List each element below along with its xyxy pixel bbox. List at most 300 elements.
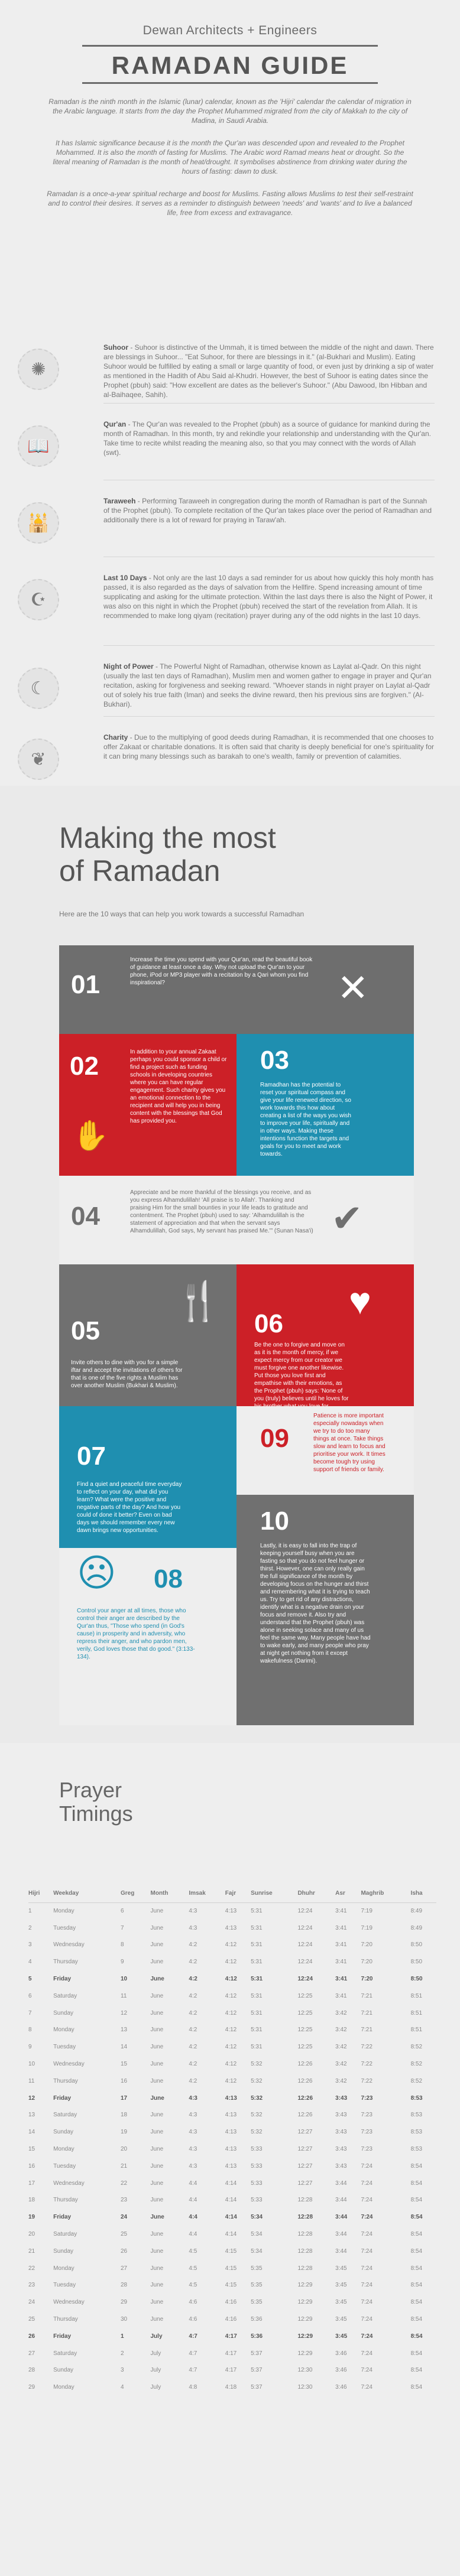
- column-header: Asr: [335, 1885, 361, 1902]
- table-cell: 12:24: [297, 1924, 313, 1931]
- table-cell: June: [150, 2282, 164, 2289]
- table-cell: 8:54: [410, 2265, 423, 2272]
- tip-number: 08: [154, 1565, 183, 1593]
- table-cell: Tuesday: [53, 2162, 76, 2170]
- table-cell: 8: [28, 2027, 32, 2034]
- table-cell: 3:41: [335, 1992, 347, 1999]
- table-cell: 25: [121, 2231, 128, 2238]
- table-cell: 7:24: [361, 2231, 372, 2238]
- table-cell: Wednesday: [53, 2180, 85, 2187]
- table-cell: 4:3: [189, 2129, 197, 2136]
- making-title-line: of Ramadan: [59, 854, 221, 887]
- term-text: [103, 662, 435, 709]
- table-cell: 4:13: [225, 2112, 237, 2119]
- table-cell: June: [150, 2162, 164, 2170]
- table-cell: 5: [28, 1976, 32, 1983]
- table-cell: 7:22: [361, 2061, 372, 2068]
- table-cell: 24: [121, 2214, 128, 2221]
- table-cell: 5:34: [251, 2248, 263, 2255]
- table-cell: 12:24: [297, 1976, 313, 1983]
- tip-text: Increase the time you spend with your Qur'an, read the beautiful book of guidance at least once a day. Why not upload the Qur'an to your phone, iPod or MP3 player with a recitation by a Qari whom you find inspirational?: [130, 957, 313, 986]
- table-cell: 14: [28, 2129, 35, 2136]
- table-cell: July: [150, 2367, 161, 2374]
- table-cell: 6: [121, 1908, 124, 1915]
- table-cell: Wednesday: [53, 2061, 85, 2068]
- table-cell: 8:54: [410, 2248, 423, 2255]
- table-cell: Friday: [53, 2094, 72, 2102]
- table-cell: 12: [121, 2009, 128, 2016]
- table-cell: 11: [28, 2077, 35, 2084]
- table-cell: 4:2: [189, 2077, 197, 2084]
- tip-text: Find a quiet and peaceful time everyday to reflect on your day, what did you learn? What were the positive and negative parts of the day? And how you could of done it better? Even on bad days we should remember every new dawn brings new opportunities.: [77, 1481, 182, 1534]
- table-cell: 7:20: [361, 1976, 373, 1983]
- table-cell: 3:43: [335, 2094, 348, 2102]
- table-cell: 4:15: [225, 2265, 237, 2272]
- table-cell: 5:32: [251, 2061, 263, 2068]
- brand-name: Dewan Architects + Engineers: [142, 24, 318, 37]
- table-cell: 4:13: [225, 1924, 237, 1931]
- table-cell: 5:35: [251, 2265, 263, 2272]
- last-ten-days-icon: [18, 579, 59, 620]
- intro-paragraph: Ramadan is the ninth month in the Islamic (lunar) calendar, known as the 'Hijri' calendar the calendar of migration in the Arabic language. It starts from the day the Prophet Muhammed migrated from the city of Makkah to the city of Madina, in Saudi Arabia.: [48, 97, 412, 125]
- term-description: - The Qur'an was revealed to the Prophet (pbuh) as a source of guidance for mankind during the month of Ramadhan. In this month, try and rekindle your relationship and understanding with the Qur'an. Take time to recite whilst reading the meaning also, so that you may connect with the words of Allah (swt).: [103, 420, 431, 457]
- tip-text: Appreciate and be more thankful of the blessings you receive, and as you express Alhamdulillah! 'All praise is to Allah'. Thanking and praising Him for the small bounties in your life leads to gratitude and contentment. The Prophet (pbuh) used to say: 'Alhamdulillah is the statement of appreciation and that when the servant says Alhamdulillah, God says, My servant has praised Me.'" (Sunan Nasa'i): [130, 1189, 313, 1234]
- making-subtitle: Here are the 10 ways that can help you work towards a successful Ramadhan: [59, 910, 304, 918]
- table-cell: 8:54: [410, 2316, 423, 2323]
- column-header: Hijri: [28, 1885, 53, 1902]
- tip-number: 06: [254, 1309, 283, 1338]
- table-row: [28, 2090, 436, 2107]
- taraweeh-icon: [18, 502, 59, 544]
- giving-hand-icon: ✋: [72, 1119, 109, 1152]
- table-cell: Saturday: [53, 2350, 77, 2357]
- table-cell: 3:43: [335, 2129, 347, 2136]
- tip-10: [237, 1495, 414, 1725]
- table-cell: 23: [28, 2282, 35, 2289]
- table-cell: 7:19: [361, 1924, 372, 1931]
- term-text: [103, 343, 435, 399]
- table-cell: 4:12: [225, 2061, 237, 2068]
- table-row: [28, 2379, 436, 2396]
- table-cell: 3:42: [335, 2027, 347, 2034]
- night-of-power-icon: [18, 668, 59, 709]
- table-cell: June: [150, 2299, 164, 2306]
- table-cell: 12:28: [297, 2231, 313, 2238]
- table-row: [28, 2192, 436, 2209]
- tip-text: In addition to your annual Zakaat perhaps you could sponsor a child or find a project such as funding schools in developing countries where you can have regular engagement. Such charity gives you an emotional connection to the recipient and will help you in being content with the blessings that God has provided you.: [130, 1049, 227, 1124]
- table-cell: Wednesday: [53, 1941, 85, 1949]
- term-description: - Not only are the last 10 days a sad reminder for us about how quickly this holy month has passed, it is also regarded as the days of salvation from the Hellfire. Spend increasing amount of time supplicating and asking for the ultimate protection. Within the last days there is also the Night of Power, it was also on this night in which the Prophet (pbuh) received the start of the revelation from Allah. It is recommended to make long qiyam (recitation) prayer during any of the odd nights in the last 10 days.: [103, 574, 434, 620]
- table-cell: 4:4: [189, 2231, 197, 2238]
- table-cell: 7:24: [361, 2214, 373, 2221]
- table-cell: 15: [121, 2061, 128, 2068]
- table-cell: July: [150, 2350, 161, 2357]
- table-cell: 25: [28, 2316, 35, 2323]
- table-cell: 21: [121, 2162, 128, 2170]
- table-cell: June: [150, 1941, 164, 1949]
- table-cell: 5:37: [251, 2384, 263, 2391]
- table-cell: 12:25: [297, 1992, 313, 1999]
- table-row: [28, 2055, 436, 2073]
- term-name: Last 10 Days: [103, 574, 147, 582]
- table-cell: Sunday: [53, 2009, 74, 2016]
- table-row: [28, 2141, 436, 2158]
- table-cell: 7:24: [361, 2282, 372, 2289]
- term-text: [103, 419, 435, 457]
- table-row: [28, 2158, 436, 2175]
- table-cell: 7:22: [361, 2077, 372, 2084]
- table-row: [28, 2277, 436, 2294]
- table-cell: 4:12: [225, 1992, 237, 1999]
- page-title: RAMADAN GUIDE: [82, 45, 378, 84]
- table-row: [28, 1902, 436, 1920]
- table-cell: 4:4: [189, 2197, 197, 2204]
- table-cell: 17: [121, 2094, 128, 2102]
- table-cell: 5:33: [251, 2197, 263, 2204]
- table-cell: 7:24: [361, 2248, 372, 2255]
- table-cell: 3:42: [335, 2044, 347, 2051]
- table-cell: 12:29: [297, 2316, 313, 2323]
- table-cell: 11: [121, 1992, 127, 1999]
- table-cell: Saturday: [53, 2231, 77, 2238]
- table-cell: June: [150, 2112, 164, 2119]
- table-cell: 5:31: [251, 1976, 263, 1983]
- table-cell: 12:27: [297, 2180, 313, 2187]
- table-cell: June: [150, 2197, 164, 2204]
- table-cell: 4:3: [189, 2112, 197, 2119]
- quran-icon: [18, 425, 59, 467]
- table-cell: 7:23: [361, 2146, 372, 2153]
- table-cell: 12:30: [297, 2367, 313, 2374]
- table-cell: 18: [121, 2112, 128, 2119]
- table-cell: June: [150, 2231, 164, 2238]
- table-cell: 3:41: [335, 1941, 347, 1949]
- table-row: [28, 2209, 436, 2226]
- table-cell: 4:7: [189, 2367, 197, 2374]
- prayer-title-line: Prayer: [59, 1778, 122, 1802]
- column-header: Sunrise: [251, 1885, 297, 1902]
- tip-text: Lastly, it is easy to fall into the trap of keeping yourself busy when you are fasting so that you do not feel hunger or thirst. However, one can only really gain the full significance of the month by developing focus on the hunger and thirst and remembering what it is trying to teach us. Try to get rid of any distractions, identify what is a negative drain on your focus and remove it. Also try and understand that the Prophet (pbuh) was alone in seeking solace and many of us feel the same way. Many people have had to wake early, and many people who pray at night get nothing from it except wakefulness (Darimi).: [260, 1543, 371, 1664]
- table-cell: Monday: [53, 1908, 74, 1915]
- table-row: [28, 2311, 436, 2328]
- table-cell: 4:3: [189, 1924, 197, 1931]
- table-cell: 8:54: [410, 2367, 423, 2374]
- table-cell: 3:44: [335, 2214, 348, 2221]
- term-name: Taraweeh: [103, 497, 136, 505]
- table-cell: 8:53: [410, 2112, 423, 2119]
- table-cell: 3:43: [335, 2146, 347, 2153]
- table-cell: 4:2: [189, 2009, 197, 2016]
- table-cell: 8:52: [410, 2077, 423, 2084]
- table-cell: 16: [28, 2162, 35, 2170]
- table-cell: 4:12: [225, 2044, 237, 2051]
- table-cell: 8:49: [410, 1908, 423, 1915]
- table-cell: 9: [121, 1959, 124, 1966]
- table-row: [28, 2362, 436, 2379]
- table-cell: 12:28: [297, 2265, 313, 2272]
- tip-07: [59, 1406, 237, 1548]
- table-cell: 3:46: [335, 2367, 347, 2374]
- term-text: [103, 573, 435, 620]
- table-header-row: [28, 1885, 436, 1902]
- table-cell: 4:12: [225, 1941, 237, 1949]
- table-cell: 7:24: [361, 2197, 372, 2204]
- table-cell: 8:54: [410, 2282, 423, 2289]
- table-row: [28, 2226, 436, 2243]
- table-row: [28, 2107, 436, 2124]
- divider: [103, 716, 435, 717]
- table-cell: 7:24: [361, 2367, 372, 2374]
- table-cell: 12:29: [297, 2333, 313, 2340]
- term-name: Qur'an: [103, 420, 127, 428]
- column-header: Greg: [121, 1885, 151, 1902]
- table-row: [28, 2038, 436, 2055]
- table-cell: 10: [28, 2061, 35, 2068]
- table-cell: 1: [28, 1908, 32, 1915]
- tip-08: [59, 1548, 237, 1725]
- table-cell: 7:20: [361, 1959, 372, 1966]
- table-cell: 12:27: [297, 2129, 313, 2136]
- table-cell: 4:7: [189, 2333, 197, 2340]
- table-cell: 4:14: [225, 2214, 237, 2221]
- table-cell: 26: [28, 2333, 35, 2340]
- table-cell: 4:12: [225, 2077, 237, 2084]
- table-cell: 3:42: [335, 2061, 347, 2068]
- table-cell: 4:7: [189, 2350, 197, 2357]
- table-cell: June: [150, 2265, 164, 2272]
- table-cell: 12:28: [297, 2197, 313, 2204]
- table-cell: July: [150, 2384, 161, 2391]
- table-cell: 28: [28, 2367, 35, 2374]
- tip-number: 02: [70, 1052, 99, 1081]
- table-cell: 12:28: [297, 2248, 313, 2255]
- table-cell: 3:42: [335, 2077, 347, 2084]
- tip-04: [59, 1176, 414, 1264]
- table-cell: 4:12: [225, 2027, 237, 2034]
- table-row: [28, 2260, 436, 2277]
- table-cell: 5:31: [251, 1908, 263, 1915]
- table-cell: 5:31: [251, 2009, 263, 2016]
- table-cell: 4:5: [189, 2248, 197, 2255]
- table-cell: Sunday: [53, 2248, 74, 2255]
- table-cell: 4:2: [189, 2061, 197, 2068]
- table-cell: 7:23: [361, 2112, 372, 2119]
- term-text: [103, 496, 435, 525]
- table-cell: 7:23: [361, 2094, 373, 2102]
- table-cell: 5:35: [251, 2282, 263, 2289]
- table-cell: 5:32: [251, 2077, 263, 2084]
- table-cell: 3:46: [335, 2350, 347, 2357]
- table-cell: 4:12: [225, 1959, 237, 1966]
- table-cell: 19: [121, 2129, 128, 2136]
- table-cell: 7:24: [361, 2180, 372, 2187]
- table-cell: 28: [121, 2282, 128, 2289]
- table-cell: 8:50: [410, 1941, 423, 1949]
- table-cell: 27: [28, 2350, 35, 2357]
- making-title: [59, 821, 276, 887]
- table-cell: 4:4: [189, 2214, 197, 2221]
- table-row: [28, 1920, 436, 1937]
- table-cell: June: [150, 2044, 164, 2051]
- table-cell: 7:24: [361, 2162, 372, 2170]
- table-cell: 7:20: [361, 1941, 372, 1949]
- table-cell: Wednesday: [53, 2299, 85, 2306]
- table-cell: 4:14: [225, 2180, 237, 2187]
- table-cell: Friday: [53, 1976, 72, 1983]
- table-row: [28, 2294, 436, 2311]
- table-cell: 7:23: [361, 2129, 372, 2136]
- table-cell: 5:37: [251, 2350, 263, 2357]
- table-cell: 4:2: [189, 2044, 197, 2051]
- term-glyph: ❦: [31, 749, 46, 769]
- table-cell: 4:5: [189, 2282, 197, 2289]
- table-cell: Saturday: [53, 1992, 77, 1999]
- tip-text: Be the one to forgive and move on as it is the month of mercy, if we expect mercy from our creator we must forgive one another likewise. Put those you love first and empathise with their emotions, as the Prophet (pbuh) says: 'None of you (truly) believes until he loves for: [254, 1342, 349, 1402]
- table-cell: 8:54: [410, 2197, 423, 2204]
- table-cell: 3:43: [335, 2112, 347, 2119]
- table-cell: 7:24: [361, 2333, 373, 2340]
- table-cell: 4:13: [225, 2162, 237, 2170]
- table-cell: 3:44: [335, 2248, 347, 2255]
- table-row: [28, 2243, 436, 2260]
- table-cell: 4:2: [189, 1992, 197, 1999]
- table-cell: 7:24: [361, 2350, 372, 2357]
- table-cell: 8:54: [410, 2231, 423, 2238]
- making-title-line: Making the most: [59, 821, 276, 854]
- table-cell: 3:45: [335, 2316, 347, 2323]
- tip-01: [59, 945, 414, 1034]
- table-cell: 8:54: [410, 2299, 423, 2306]
- table-cell: 15: [28, 2146, 35, 2153]
- table-row: [28, 2345, 436, 2362]
- table-cell: 4:5: [189, 2265, 197, 2272]
- table-cell: 4:14: [225, 2231, 237, 2238]
- table-cell: 13: [28, 2112, 35, 2119]
- table-cell: 3:42: [335, 2009, 347, 2016]
- table-row: [28, 2022, 436, 2039]
- table-cell: June: [150, 1959, 164, 1966]
- term-name: Charity: [103, 733, 128, 741]
- table-cell: 4:3: [189, 2094, 197, 2102]
- term-description: - Due to the multiplying of good deeds during Ramadhan, it is recommended that one chooses to offer Zakaat or charitable donations. It is often said that charity is deeply beneficial for one's spirituality for it can bring many blessings such as barakah to one's wealth, family or prevention of calamities.: [103, 733, 435, 760]
- table-cell: 7:21: [361, 1992, 372, 1999]
- table-cell: 12:24: [297, 1959, 313, 1966]
- table-cell: 2: [121, 2350, 124, 2357]
- table-cell: 4:14: [225, 2197, 237, 2204]
- table-cell: 17: [28, 2180, 35, 2187]
- table-cell: 19: [28, 2214, 35, 2221]
- table-cell: 8:51: [410, 2027, 423, 2034]
- table-row: [28, 1937, 436, 1954]
- table-cell: 12:25: [297, 2009, 313, 2016]
- table-cell: 1: [121, 2333, 124, 2340]
- table-cell: 8:54: [410, 2384, 423, 2391]
- term-description: - The Powerful Night of Ramadhan, otherwise known as Laylat al-Qadr. On this night (usually the last ten days of Ramadhan), Muslim men and women gather to engage in prayer and Qur'an recitation, asking for forgiveness and seeking reward. "Whoever stands in night prayer on Laylat al-Qadr out of solely his true faith (Iman) and seeks the divine reward, then his previous sins are forgiven." (Al-Bukhari).: [103, 662, 432, 708]
- table-cell: 4:4: [189, 2180, 197, 2187]
- table-cell: June: [150, 1992, 164, 1999]
- table-cell: 12:27: [297, 2146, 313, 2153]
- table-cell: June: [150, 1976, 164, 1983]
- table-cell: 7:24: [361, 2384, 372, 2391]
- table-cell: 27: [121, 2265, 128, 2272]
- term-glyph: ☪: [30, 590, 47, 610]
- table-cell: 7:22: [361, 2044, 372, 2051]
- table-cell: 3:44: [335, 2197, 347, 2204]
- table-cell: 22: [121, 2180, 128, 2187]
- table-cell: Monday: [53, 2265, 74, 2272]
- column-header: Weekday: [53, 1885, 121, 1902]
- header: [0, 0, 460, 331]
- table-cell: 5:34: [251, 2231, 263, 2238]
- table-cell: 3:45: [335, 2282, 347, 2289]
- table-cell: 8:50: [410, 1959, 423, 1966]
- table-cell: 8:54: [410, 2214, 423, 2221]
- table-cell: 8:53: [410, 2094, 423, 2102]
- tip-05: [59, 1264, 237, 1406]
- term-glyph: 📖: [27, 436, 50, 456]
- table-cell: 9: [28, 2044, 32, 2051]
- tip-06: [237, 1264, 414, 1406]
- table-cell: 3:41: [335, 1976, 348, 1983]
- table-cell: 3:44: [335, 2180, 347, 2187]
- table-cell: 16: [121, 2077, 128, 2084]
- table-cell: 12: [28, 2094, 35, 2102]
- tip-02: [59, 1034, 237, 1176]
- table-cell: 12:29: [297, 2350, 313, 2357]
- table-cell: 8:49: [410, 1924, 423, 1931]
- table-cell: June: [150, 1908, 164, 1915]
- table-cell: 12:28: [297, 2214, 313, 2221]
- table-cell: 12:29: [297, 2282, 313, 2289]
- table-cell: 7:24: [361, 2299, 372, 2306]
- table-cell: 3:46: [335, 2384, 347, 2391]
- table-cell: 7:24: [361, 2265, 372, 2272]
- table-cell: 4:15: [225, 2248, 237, 2255]
- table-cell: 4:13: [225, 2094, 237, 2102]
- table-cell: July: [150, 2333, 163, 2340]
- table-cell: June: [150, 2316, 164, 2323]
- table-cell: 4:2: [189, 1941, 197, 1949]
- table-cell: Friday: [53, 2214, 72, 2221]
- table-cell: June: [150, 2094, 164, 2102]
- table-cell: June: [150, 2061, 164, 2068]
- table-cell: 12:24: [297, 1908, 313, 1915]
- table-cell: 4: [121, 2384, 124, 2391]
- tip-number: 09: [260, 1424, 289, 1453]
- table-cell: 4:2: [189, 1959, 197, 1966]
- table-cell: 26: [121, 2248, 128, 2255]
- tip-text: Ramadhan has the potential to reset your spiritual compass and give your life renewed direction, so work towards this how about creating a list of the ways you wish to improve your life, spiritually and in other ways. Making these intentions function the targets and goals for you to meet and work towards.: [260, 1082, 351, 1157]
- table-cell: June: [150, 2129, 164, 2136]
- tip-number: 07: [77, 1442, 106, 1471]
- tip-09: [237, 1406, 414, 1495]
- table-cell: 12:30: [297, 2384, 313, 2391]
- table-cell: 7:24: [361, 2316, 372, 2323]
- table-cell: 5:36: [251, 2316, 263, 2323]
- table-cell: 4:6: [189, 2316, 197, 2323]
- quran-stand-icon: ✕: [337, 967, 369, 1009]
- table-cell: 4:13: [225, 2129, 237, 2136]
- table-cell: 8:54: [410, 2180, 423, 2187]
- column-header: Imsak: [189, 1885, 225, 1902]
- table-cell: 12:26: [297, 2094, 313, 2102]
- table-row: [28, 2175, 436, 2192]
- table-cell: 7:21: [361, 2009, 372, 2016]
- term-description: - Suhoor is distinctive of the Ummah, it is timed between the middle of the night and dawn. There are blessings in Suhoor... "Eat Suhoor, for there are blessings in it." (al-Bukhari and Muslim). Eating Suhoor would be fulfilled by eating a small or large quantity of food, or even just by drinking a sip of water as mentioned in the Hadith of Abu Said al-Khudri. However, the best of Suhoor is eating dates since the Prophet (pbuh) said: "How excellent are dates as the believer's Suhoor." (Abu Dawood, Ibn Hibban and al-Baihaqee, Sahih).: [103, 343, 434, 399]
- column-header: Month: [151, 1885, 189, 1902]
- table-cell: 4:15: [225, 2282, 237, 2289]
- table-cell: 12:29: [297, 2299, 313, 2306]
